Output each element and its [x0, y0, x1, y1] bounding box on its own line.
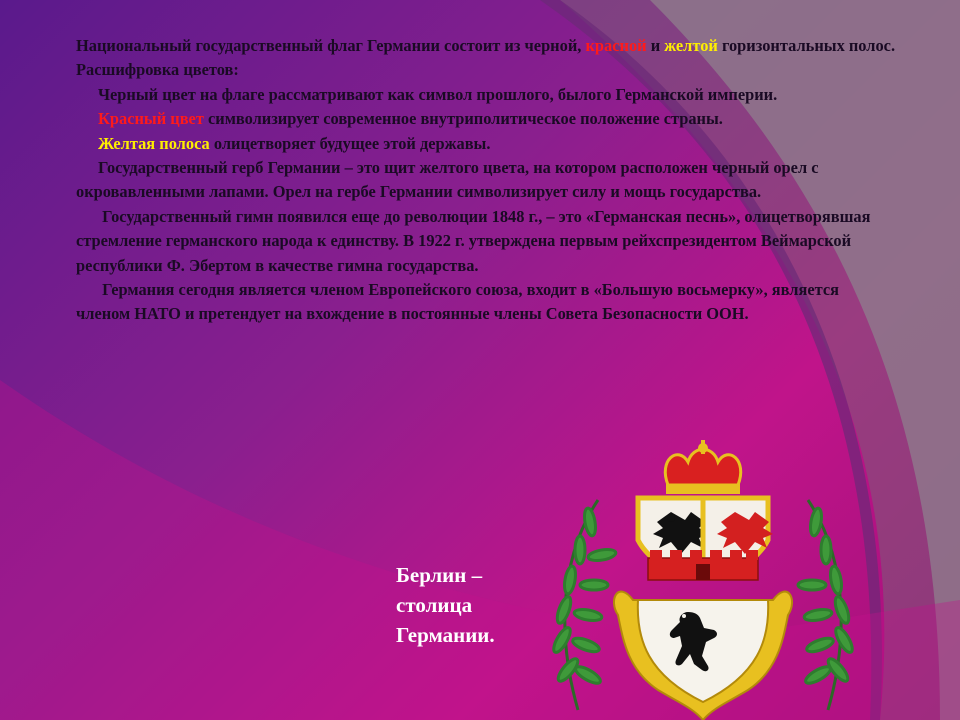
- body-text: [76, 34, 896, 327]
- text-segment: Государственный гимн появился еще до революции 1848 г., – это «Германская песнь», олицетворявшая стремление германского народа к единству. В 1922 г. утверждена первым рейхспрезидентом Веймарской республики Ф. Эбертом в качестве гимна государства.: [76, 206, 871, 275]
- paragraph-yellow: [76, 132, 896, 156]
- text-segment: и: [646, 36, 665, 55]
- laurel-right-icon: [798, 500, 855, 710]
- text-segment: горизонтальных полос. Расшифровка цветов:: [76, 36, 896, 80]
- text-segment: Национальный государственный флаг Германии состоит из черной,: [76, 36, 586, 55]
- paragraph-anthem: [76, 205, 896, 278]
- text-segment-red: красной: [585, 36, 647, 55]
- paragraph-membership: [76, 278, 896, 327]
- text-segment-yellow: Желтая полоса: [98, 133, 210, 153]
- text-segment-yellow: желтой: [664, 36, 718, 55]
- berlin-coat-of-arms-icon: [538, 440, 868, 720]
- paragraph-flag: [76, 34, 896, 83]
- paragraph-coat-of-arms: [76, 156, 896, 205]
- crown-icon: [665, 440, 740, 494]
- caption-line: Берлин –: [396, 563, 483, 587]
- bear-shield-icon: [614, 592, 792, 720]
- text-segment: Черный цвет на флаге рассматривают как символ прошлого, былого Германской империи.: [98, 84, 778, 104]
- caption-line: Германии.: [396, 623, 495, 647]
- text-segment: Германия сегодня является членом Европейского союза, входит в «Большую восьмерку», является членом НАТО и претендует на вхождение в постоянные члены Совета Безопасности ООН.: [76, 280, 840, 324]
- paragraph-red: [76, 107, 896, 131]
- text-segment: Государственный герб Германии – это щит желтого цвета, на котором расположен черный орел с окровавленными лапами. Орел на гербе Германии символизирует силу и мощь государства.: [76, 158, 819, 202]
- text-segment: символизирует современное внутриполитическое положение страны.: [203, 109, 723, 129]
- paragraph-black: [76, 83, 896, 107]
- laurel-left-icon: [551, 500, 617, 710]
- text-segment: олицетворяет будущее этой державы.: [209, 133, 491, 153]
- text-segment-red: Красный цвет: [98, 109, 204, 129]
- caption-berlin: [396, 560, 556, 650]
- caption-line: столица: [396, 593, 473, 617]
